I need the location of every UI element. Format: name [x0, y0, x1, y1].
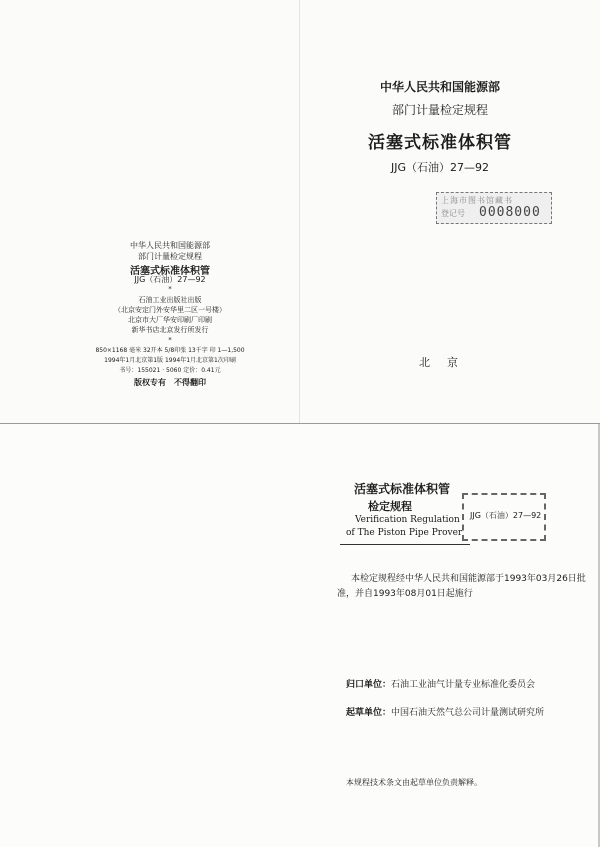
title-underline: [340, 544, 470, 545]
inner-page: [0, 424, 600, 847]
colophon-specs: 850×1168 毫米 32开本 5/8印张 13千字 印 1—1,500: [95, 347, 245, 354]
drafting-unit: [346, 705, 544, 718]
library-stamp: [436, 192, 552, 224]
approval-text-2: 准，并自1993年08月01日起施行: [337, 589, 473, 599]
stamp-line2: 登记号: [441, 209, 465, 218]
colophon-separator-2: *: [168, 336, 172, 344]
inner-subtitle: 检定规程: [368, 500, 412, 513]
responsible-unit-value: 石油工业油气计量专业标准化委员会: [391, 680, 536, 690]
responsible-unit-label: 归口单位：: [346, 680, 392, 690]
code-box: [462, 493, 546, 541]
page-fold: [299, 0, 300, 423]
colophon-separator: *: [168, 285, 172, 293]
colophon-title: 活塞式标准体积管: [130, 266, 210, 277]
cover-title: 活塞式标准体积管: [368, 133, 512, 153]
approval-text-1: 本检定规程经中华人民共和国能源部于1993年03月26日批: [351, 574, 586, 584]
drafting-unit-value: 中国石油天然气总公司计量测试研究所: [391, 708, 545, 718]
stamp-line1: 上海市图书馆藏书: [441, 196, 513, 205]
cover-code: JJG（石油）27—92: [390, 161, 489, 174]
cover-series: 部门计量检定规程: [391, 103, 488, 117]
inner-code: JJG（石油）27—92: [470, 511, 542, 520]
inner-english-title-2: of The Piston Pipe Prover: [346, 528, 463, 538]
colophon-address: （北京安定门外安华里二区一号楼）: [114, 306, 226, 314]
colophon-series: 部门计量检定规程: [138, 252, 202, 261]
colophon-printer: 北京市大厂华安印刷厂印刷: [128, 316, 212, 324]
stamp-number: 0008000: [479, 205, 541, 220]
colophon-ministry: 中华人民共和国能源部: [130, 241, 210, 250]
cover-ministry: 中华人民共和国能源部: [379, 80, 500, 94]
colophon-publisher: 石油工业出版社出版: [138, 296, 202, 304]
drafting-unit-label: 起草单位：: [346, 708, 392, 718]
colophon-rights: 版权专有 不得翻印: [134, 378, 206, 387]
responsible-unit: [346, 677, 535, 690]
colophon-edition: 1994年1月北京第1版 1994年1月北京第1次印刷: [104, 357, 236, 364]
colophon-isbn: 书号：155021 · 5060 定价：0.41元: [119, 367, 221, 374]
colophon-distributor: 新华书店北京发行所发行: [131, 326, 209, 334]
inner-english-title-1: Verification Regulation: [355, 515, 460, 525]
cover-city: 北 京: [419, 356, 461, 369]
colophon-code: JJG（石油）27—92: [134, 275, 206, 284]
cover-page: [0, 0, 600, 423]
interpretation-note: 本规程技术条文由起草单位负责解释。: [346, 778, 482, 787]
inner-title: 活塞式标准体积管: [354, 482, 451, 496]
